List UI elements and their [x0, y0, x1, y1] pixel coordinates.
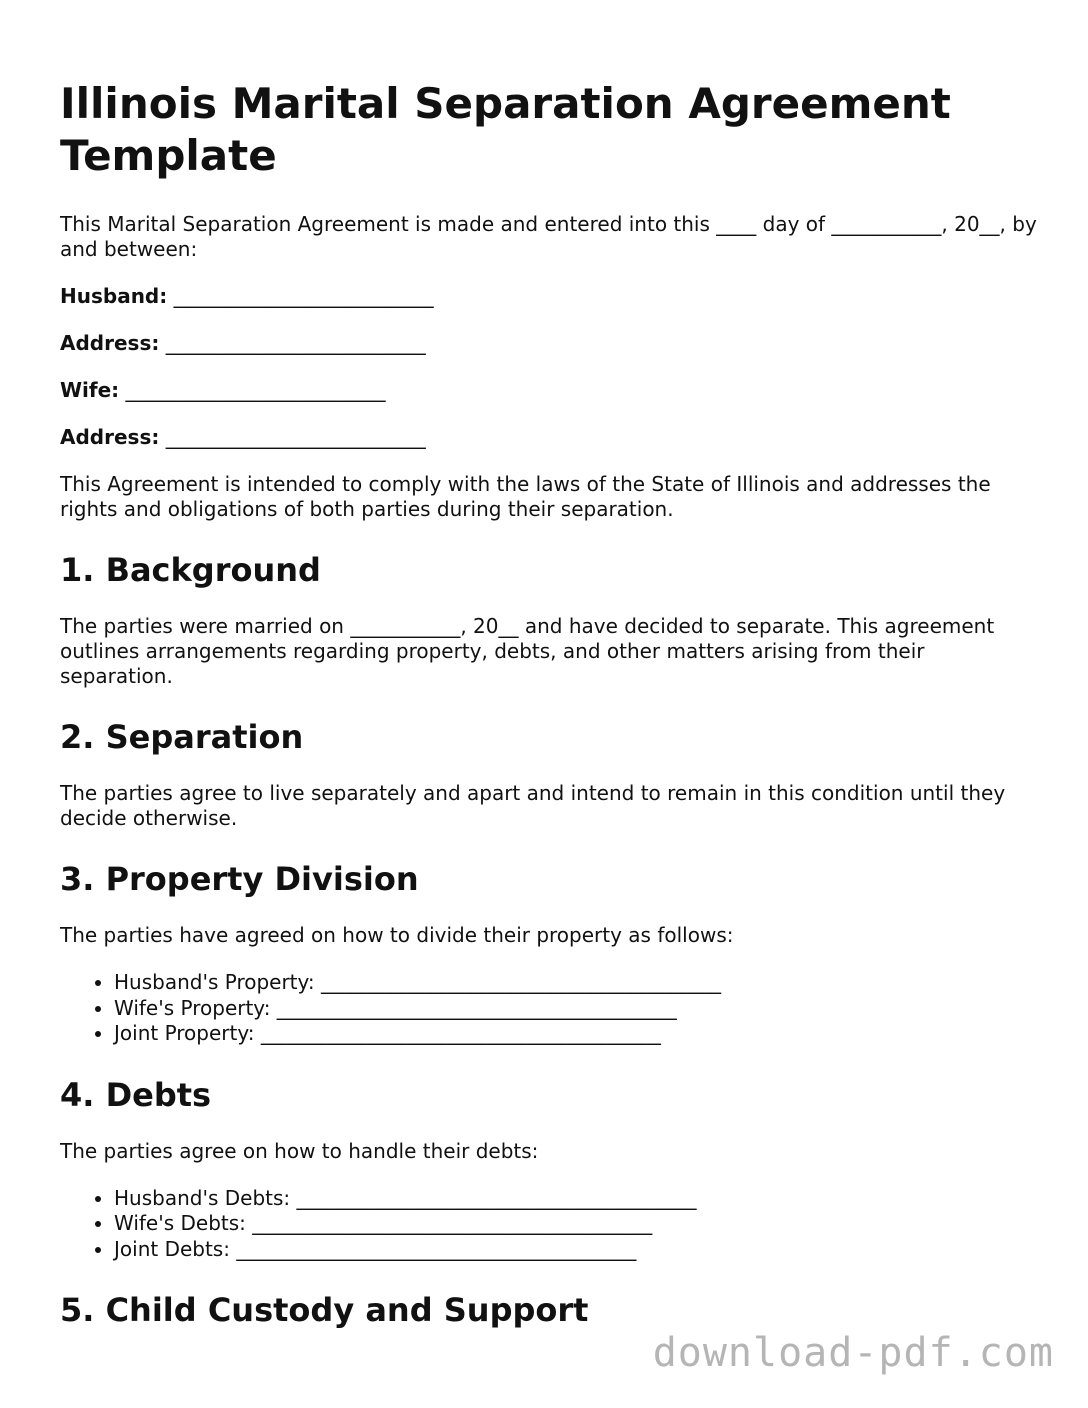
wife-address-blank[interactable]: __________________________ — [165, 425, 426, 449]
wife-address-label: Address: — [60, 425, 160, 449]
husband-address-blank[interactable]: __________________________ — [165, 331, 426, 355]
list-item: • Wife's Property: ________________________________________ — [114, 996, 1040, 1022]
watermark: download-pdf.com — [652, 1330, 1054, 1376]
document-page — [60, 78, 1040, 1354]
husband-blank[interactable]: __________________________ — [173, 284, 434, 308]
section-text-background: The parties were married on ___________, 20__ and have decided to separate. This agreement outlines arrangements regarding property, debts, and other matters arising from their separation. — [60, 614, 995, 688]
intro-paragraph: This Marital Separation Agreement is made and entered into this ____ day of ___________, 20__, by and between: — [60, 212, 1037, 261]
debts-list — [60, 1186, 1040, 1263]
list-item: • Wife's Debts: ________________________________________ — [114, 1211, 1040, 1237]
section-heading-debts: 4. Debts — [60, 1075, 212, 1114]
document-title: Illinois Marital Separation Agreement Template — [60, 79, 951, 180]
list-item: • Husband's Property: ________________________________________ — [114, 970, 1040, 996]
section-text-debts: The parties agree on how to handle their debts: — [60, 1138, 539, 1163]
section-heading-separation: 2. Separation — [60, 718, 304, 756]
list-item: • Joint Property: ________________________________________ — [114, 1021, 1040, 1047]
section-text-separation: The parties agree to live separately and apart and intend to remain in this condition until they decide otherwise. — [60, 781, 1006, 830]
list-item: • Husband's Debts: ________________________________________ — [114, 1186, 1040, 1212]
wife-address-field — [60, 425, 1040, 450]
section-text-property: The parties have agreed on how to divide their property as follows: — [60, 923, 734, 947]
list-item: • Joint Debts: ________________________________________ — [114, 1237, 1040, 1263]
section-heading-property: 3. Property Division — [60, 860, 419, 898]
property-list — [60, 970, 1040, 1047]
husband-label: Husband: — [60, 284, 168, 308]
husband-address-label: Address: — [60, 331, 160, 355]
wife-blank[interactable]: __________________________ — [125, 378, 386, 402]
section-heading-child-custody: 5. Child Custody and Support — [60, 1291, 589, 1329]
wife-label: Wife: — [60, 378, 120, 402]
section-heading-background: 1. Background — [60, 551, 321, 589]
compliance-paragraph: This Agreement is intended to comply with the laws of the State of Illinois and addresses the rights and obligations of both parties during their separation. — [60, 472, 991, 521]
husband-field — [60, 284, 1040, 309]
wife-field — [60, 378, 1040, 403]
husband-address-field — [60, 331, 1040, 356]
